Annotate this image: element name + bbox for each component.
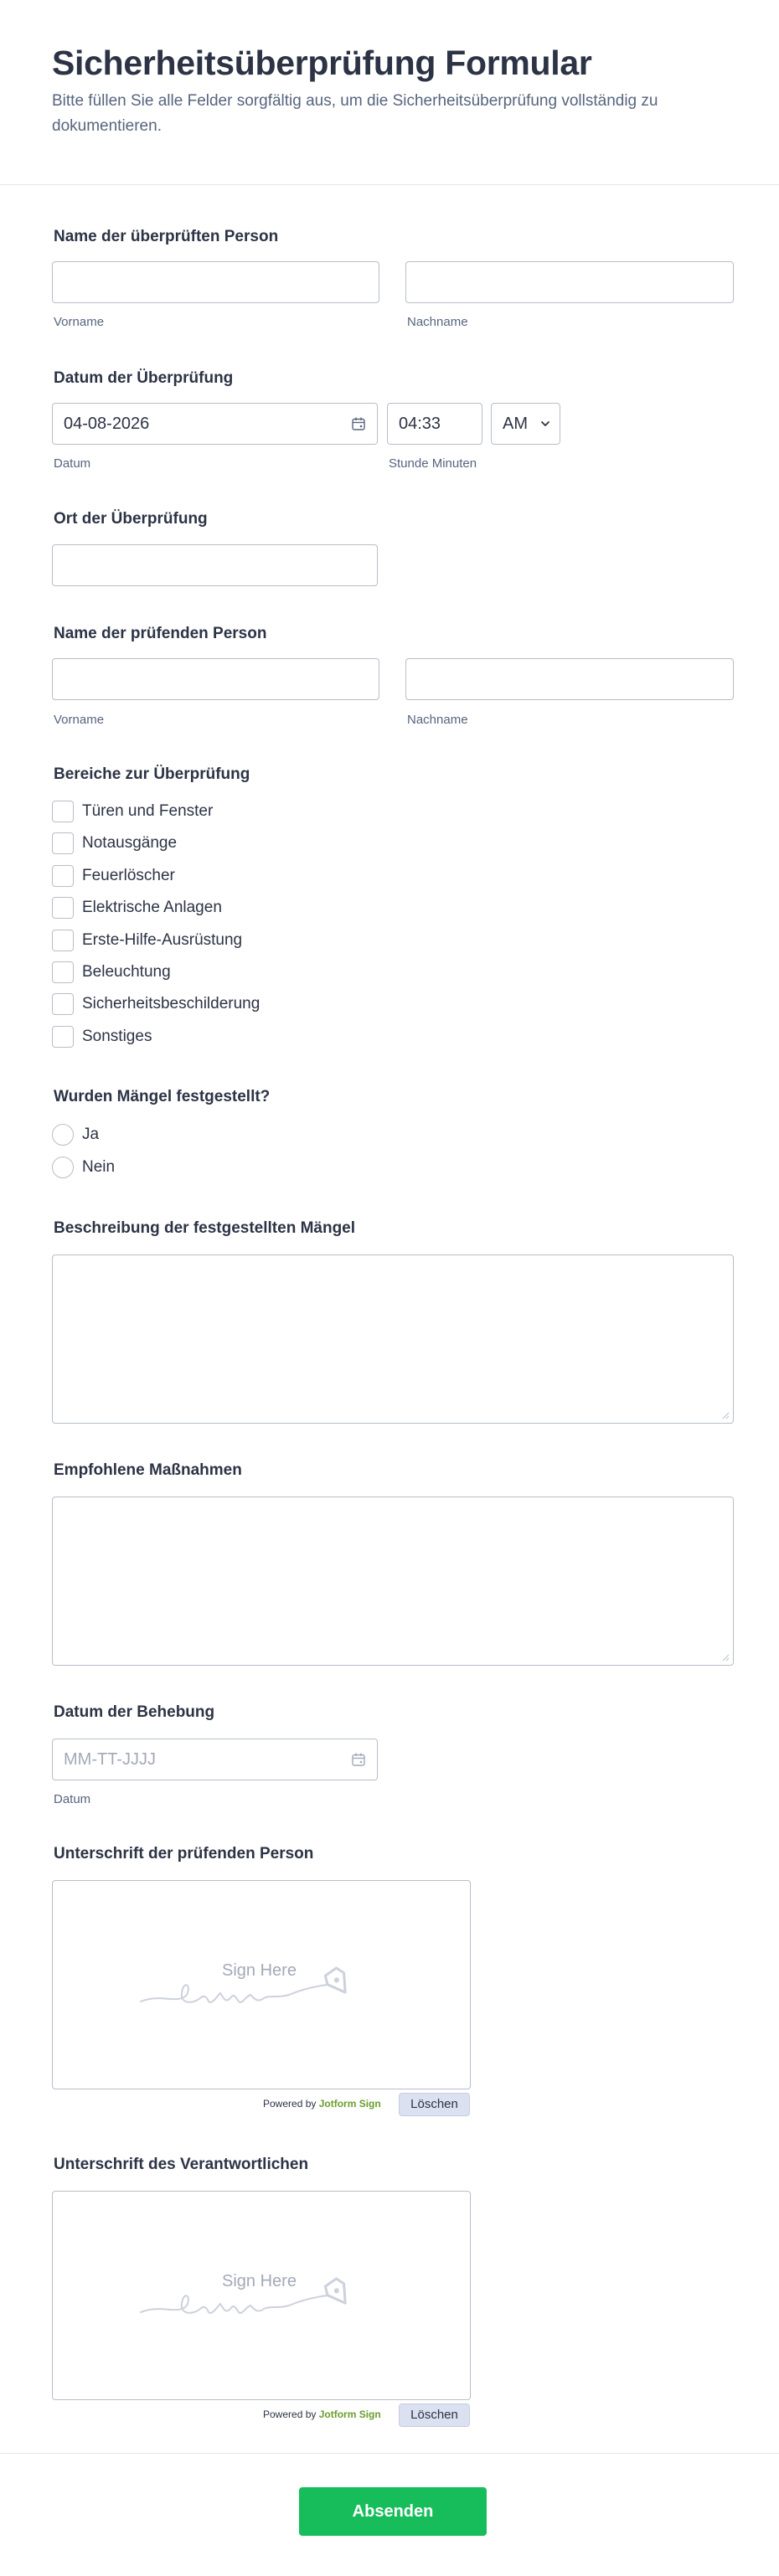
resize-grip-icon[interactable] <box>721 1411 730 1419</box>
inspector-first-name-sublabel: Vorname <box>54 713 105 727</box>
calendar-icon[interactable] <box>351 416 366 431</box>
powered-by-prefix: Powered by <box>263 2409 317 2420</box>
form-header <box>0 0 779 185</box>
inspection-date-input[interactable] <box>52 403 378 445</box>
checkbox-option-label: Elektrische Anlagen <box>82 899 222 916</box>
signature-inspector-label: Unterschrift der prüfenden Person <box>54 1845 314 1862</box>
checkbox[interactable] <box>52 897 74 919</box>
inspected-person-label: Name der überprüften Person <box>54 228 279 245</box>
inspector-first-name-input[interactable] <box>52 658 379 700</box>
inspector-last-name-sublabel: Nachname <box>407 713 468 727</box>
defect-description-textarea[interactable] <box>52 1255 734 1424</box>
inspected-last-name-sublabel: Nachname <box>407 315 468 329</box>
fix-date-sublabel: Datum <box>54 1792 91 1806</box>
radio-option-no[interactable] <box>52 1156 115 1179</box>
radio-option-yes[interactable] <box>52 1123 99 1146</box>
checkbox-option[interactable] <box>52 832 177 855</box>
signature-responsible-pad[interactable] <box>52 2191 471 2400</box>
checkbox-option[interactable] <box>52 961 171 984</box>
fix-date-placeholder: MM-TT-JJJJ <box>64 1750 156 1769</box>
ampm-select[interactable] <box>491 403 560 445</box>
checkbox[interactable] <box>52 961 74 983</box>
checkbox-option[interactable] <box>52 800 213 823</box>
checkbox[interactable] <box>52 801 74 822</box>
fix-date-label: Datum der Behebung <box>54 1703 215 1721</box>
inspection-date-sublabel: Datum <box>54 456 91 471</box>
defects-label: Wurden Mängel festgestellt? <box>54 1088 271 1105</box>
radio-button[interactable] <box>52 1157 74 1178</box>
checkbox-option[interactable] <box>52 1025 152 1048</box>
checkbox-option-label: Notausgänge <box>82 834 178 852</box>
inspected-first-name-input[interactable] <box>52 261 379 303</box>
checkbox[interactable] <box>52 832 74 854</box>
chevron-down-icon <box>539 418 551 430</box>
inspected-last-name-input[interactable] <box>405 261 734 303</box>
checkbox-option-label: Beleuchtung <box>82 963 171 981</box>
calendar-icon[interactable] <box>351 1752 366 1767</box>
checkbox-option-label: Erste-Hilfe-Ausrüstung <box>82 931 243 949</box>
checkbox-option-label: Sonstiges <box>82 1028 152 1045</box>
inspected-first-name-sublabel: Vorname <box>54 315 105 329</box>
inspector-last-name-input[interactable] <box>405 658 734 700</box>
checkbox-option-label: Sicherheitsbeschilderung <box>82 995 261 1012</box>
powered-by-jotform <box>263 2098 381 2110</box>
checkbox-option[interactable] <box>52 992 260 1016</box>
inspection-time-input[interactable] <box>387 403 482 445</box>
signature-responsible-label: Unterschrift des Verantwortlichen <box>54 2156 309 2173</box>
checkbox-option-label: Feuerlöscher <box>82 867 175 884</box>
checkbox-option[interactable] <box>52 864 175 888</box>
signature-inspector-placeholder: Sign Here <box>222 1961 297 1980</box>
checkbox[interactable] <box>52 930 74 951</box>
inspection-date-label: Datum der Überprüfung <box>54 369 234 387</box>
inspection-time-sublabel: Stunde Minuten <box>389 456 477 471</box>
checkbox[interactable] <box>52 865 74 887</box>
signature-responsible-placeholder: Sign Here <box>222 2272 297 2290</box>
jotform-sign-brand[interactable]: Jotform Sign <box>318 2409 381 2420</box>
checkbox-option[interactable] <box>52 929 242 952</box>
location-input[interactable] <box>52 544 378 586</box>
radio-button[interactable] <box>52 1124 74 1146</box>
location-label: Ort der Überprüfung <box>54 510 208 528</box>
jotform-sign-brand[interactable]: Jotform Sign <box>318 2098 381 2110</box>
radio-option-label: Ja <box>82 1126 100 1143</box>
submit-button[interactable]: Absenden <box>299 2487 487 2536</box>
form-subtitle: Bitte füllen Sie alle Felder sorgfältig aus, um die Sicherheitsüberprüfung vollständig zu dokumentieren. <box>52 92 658 135</box>
clear-signature-responsible-button[interactable]: Löschen <box>399 2403 470 2427</box>
powered-by-jotform <box>263 2409 381 2420</box>
clear-signature-inspector-button[interactable]: Löschen <box>399 2093 470 2116</box>
resize-grip-icon[interactable] <box>721 1653 730 1662</box>
ampm-value: AM <box>503 415 528 433</box>
fix-date-input[interactable] <box>52 1739 378 1780</box>
checkbox-option[interactable] <box>52 896 222 920</box>
radio-option-label: Nein <box>82 1158 116 1176</box>
inspection-date-value: 04-08-2026 <box>64 415 150 433</box>
powered-by-prefix: Powered by <box>263 2098 317 2110</box>
areas-label: Bereiche zur Überprüfung <box>54 765 250 783</box>
form-title: Sicherheitsüberprüfung Formular <box>52 44 592 82</box>
checkbox[interactable] <box>52 993 74 1015</box>
form-footer <box>0 2453 779 2576</box>
measures-label: Empfohlene Maßnahmen <box>54 1461 242 1479</box>
defect-description-label: Beschreibung der festgestellten Mängel <box>54 1219 356 1237</box>
checkbox-option-label: Türen und Fenster <box>82 802 214 820</box>
checkbox[interactable] <box>52 1026 74 1048</box>
signature-inspector-pad[interactable] <box>52 1880 471 2089</box>
inspection-time-value: 04:33 <box>399 415 441 433</box>
measures-textarea[interactable] <box>52 1497 734 1666</box>
inspector-label: Name der prüfenden Person <box>54 625 267 642</box>
